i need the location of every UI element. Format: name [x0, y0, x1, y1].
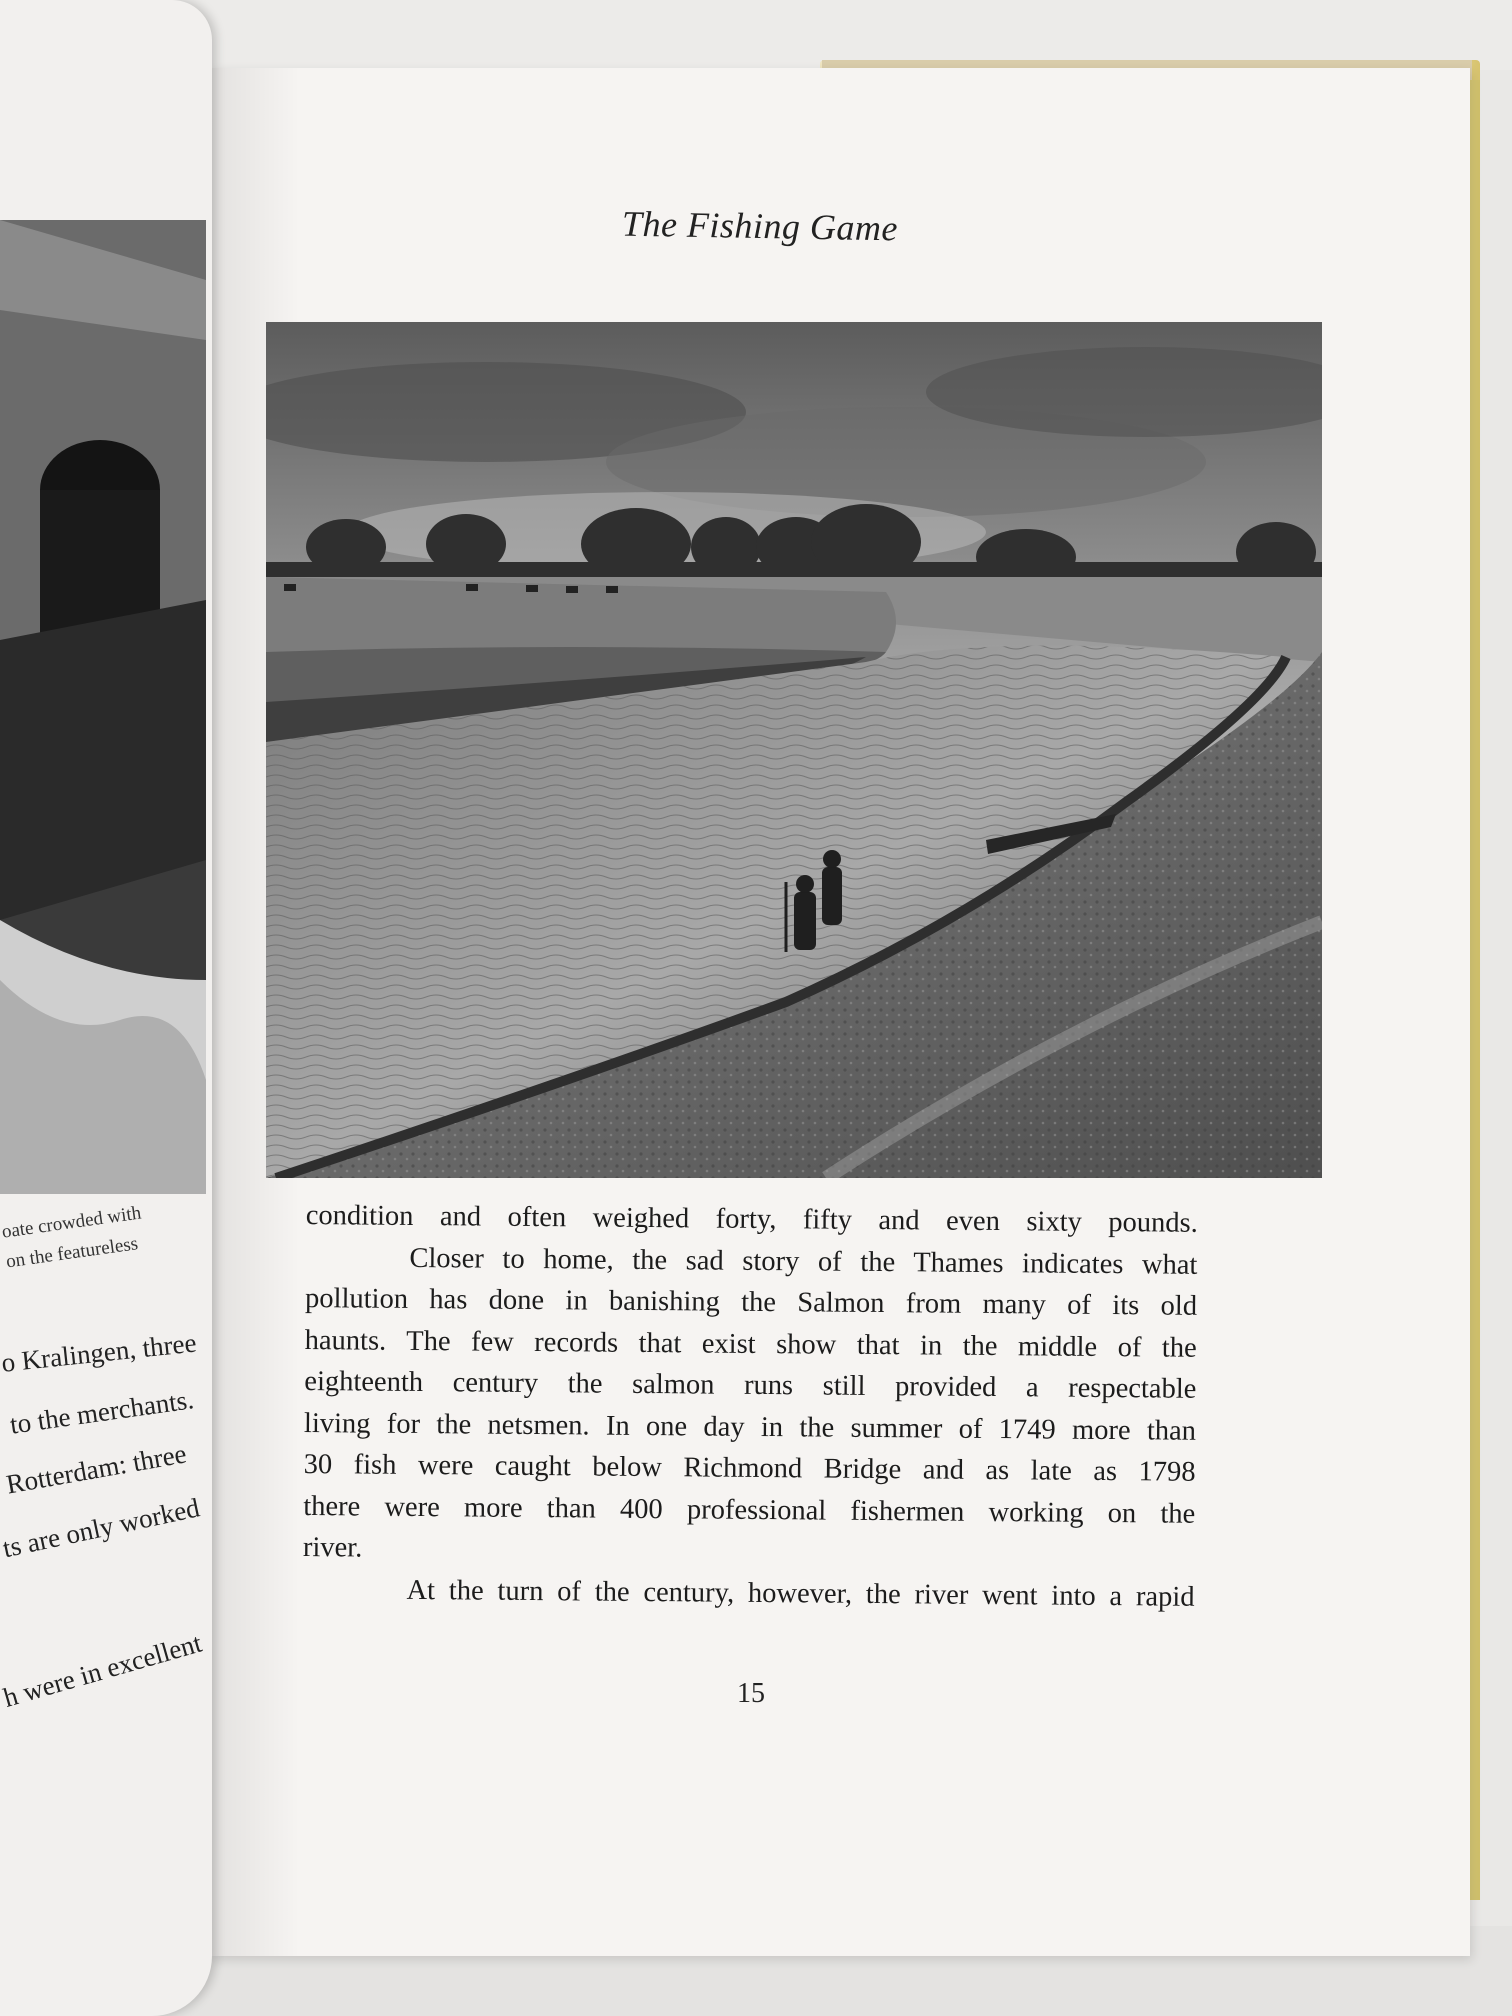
text-line: ts are only worked — [0, 1492, 203, 1564]
river-photo-image — [266, 322, 1322, 1178]
text-line: Closer to home, the sad story of the Thames indicates what — [409, 1242, 1198, 1281]
text-line: there were more than 400 professional fishermen working on the — [303, 1490, 1196, 1530]
text-line: 30 fish were caught below Richmond Bridge and as late as 1798 — [303, 1448, 1196, 1488]
caption-line: on the featureless — [4, 1233, 140, 1273]
text-line: to the merchants. — [8, 1384, 196, 1440]
body-text — [302, 1195, 1198, 1618]
text-line: pollution has done in banishing the Salmon from many of its old — [304, 1282, 1198, 1322]
text-line: eighteenth century the salmon runs still provided a respectable — [304, 1365, 1197, 1405]
left-page — [0, 0, 212, 2016]
text-line: condition and often weighed forty, fifty and even sixty pounds. — [305, 1199, 1198, 1239]
text-line: living for the netsmen. In one day in the summer of 1749 more than — [303, 1407, 1197, 1447]
text-line: At the turn of the century, however, the river went into a rapid — [406, 1574, 1195, 1613]
page-number: 15 — [737, 1678, 765, 1709]
river-photograph — [266, 322, 1322, 1178]
text-line: river. — [302, 1531, 363, 1564]
caption-line: oate crowded with — [0, 1202, 143, 1243]
text-line: o Kralingen, three — [0, 1327, 198, 1378]
bridge-photo-image — [0, 220, 206, 1194]
left-page-photograph — [0, 220, 206, 1194]
running-head: The Fishing Game — [621, 203, 899, 249]
text-line: Rotterdam: three — [4, 1438, 189, 1500]
left-page-caption — [0, 1190, 206, 1277]
text-line: haunts. The few records that exist show that in the middle of the — [304, 1324, 1197, 1364]
text-line: h were in excellent — [0, 1627, 205, 1713]
